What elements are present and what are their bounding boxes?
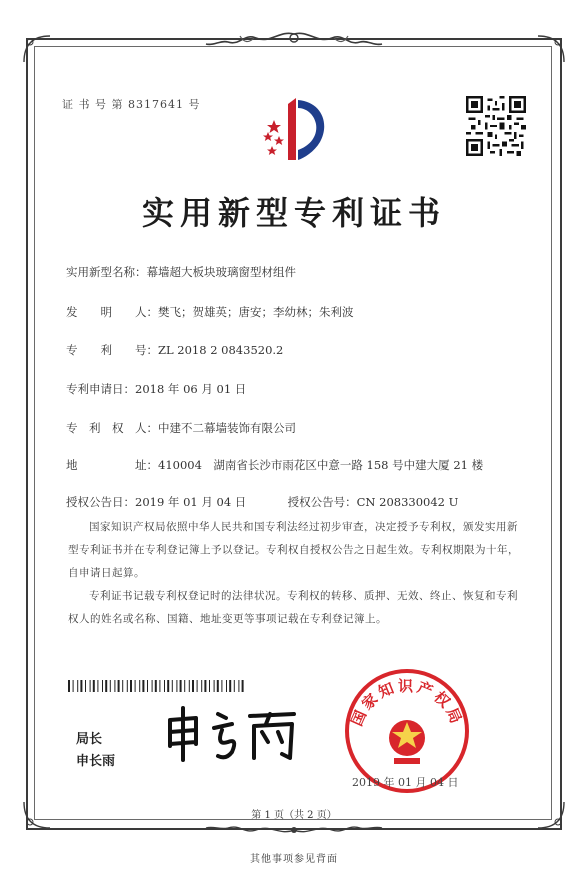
utility-model-name-row: [66, 264, 296, 280]
patent-number-label: 专 利 号：: [66, 343, 158, 357]
grant-number-value: CN 208330042 U: [356, 495, 459, 509]
certificate-number: 证 书 号 第 8317641 号: [62, 98, 201, 111]
certificate-body: [68, 516, 528, 631]
inventor-label: 发 明 人：: [66, 305, 158, 319]
address-label: 地 址：: [66, 458, 158, 472]
grant-row: [66, 494, 458, 510]
qr-code-icon: [466, 96, 526, 156]
utility-model-name-value: 幕墙超大板块玻璃窗型材组件: [146, 265, 296, 279]
certificate-title: 实用新型专利证书: [141, 194, 446, 232]
patentee-value: 中建不二幕墙装饰有限公司: [158, 421, 296, 435]
grant-date-label: 授权公告日：: [66, 495, 135, 509]
footer-note: 其他事项参见背面: [250, 854, 338, 865]
seal-text: 国家知识产权局: [347, 677, 467, 729]
signatory-name: 申长雨: [76, 754, 116, 769]
body-paragraph: 国家知识产权局依照中华人民共和国专利法经过初步审查，决定授予专利权，颁发实用新型专利证书并在专利登记簿上予以登记。专利权自授权公告之日起生效。专利权期限为十年，自申请日起算。: [68, 521, 519, 579]
patentee-label: 专 利 权 人：: [66, 421, 158, 435]
address-value: 410004 湖南省长沙市雨花区中意一路 158 号中建大厦 21 楼: [158, 458, 484, 472]
corner-ornament-tl: [22, 34, 52, 64]
address-row: [66, 457, 483, 473]
corner-ornament-tr: [536, 34, 566, 64]
barcode-icon: [68, 680, 244, 692]
utility-model-name-label: 实用新型名称：: [66, 265, 147, 279]
top-ornament: [200, 28, 388, 58]
page-number: 第 1 页（共 2 页）: [251, 810, 337, 821]
filing-date-row: [66, 381, 246, 397]
bottom-ornament: [200, 818, 388, 840]
patentee-row: [66, 420, 296, 436]
grant-number-label: 授权公告号：: [287, 495, 357, 509]
inventor-row: [66, 304, 354, 320]
patent-number-row: [66, 342, 283, 358]
cnipa-logo-icon: [258, 94, 332, 164]
seal-date: 2019 年 01 月 04 日: [352, 776, 459, 789]
patent-number-value: ZL 2018 2 0843520.2: [158, 343, 284, 357]
grant-date-value: 2019 年 01 月 04 日: [135, 495, 247, 509]
body-paragraph: 专利证书记载专利权登记时的法律状况。专利权的转移、质押、无效、终止、恢复和专利权人的姓名或名称、国籍、地址变更等事项记载在专利登记簿上。: [68, 590, 518, 625]
signatory-title: 局长: [76, 732, 103, 747]
filing-date-value: 2018 年 06 月 01 日: [135, 382, 247, 396]
inventor-value: 樊飞；贺雄英；唐安；李幼林；朱利波: [158, 305, 354, 319]
handwritten-signature: [162, 702, 302, 766]
filing-date-label: 专利申请日：: [66, 382, 135, 396]
